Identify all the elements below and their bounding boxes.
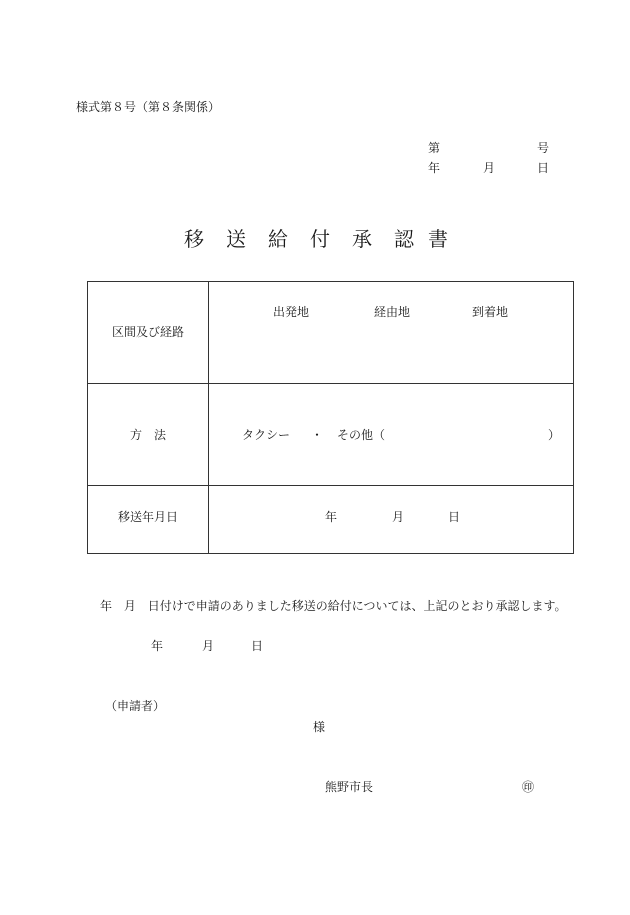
title-char: 認 <box>394 227 414 251</box>
body-text-year: 年 <box>100 599 113 613</box>
doc-number-prefix: 第 <box>428 141 441 155</box>
applicant-label: （申請者） <box>105 699 166 713</box>
title-char: 送 <box>226 227 246 251</box>
body-text <box>100 600 567 612</box>
approval-date-year: 年 <box>151 639 164 653</box>
transport-date-month: 月 <box>392 510 405 524</box>
transport-date-day: 日 <box>448 510 461 524</box>
via-header: 経由地 <box>374 305 411 319</box>
transport-date-year: 年 <box>325 510 338 524</box>
table-row-divider <box>88 383 573 384</box>
seal-mark: ㊞ <box>522 780 535 794</box>
title-char: 承 <box>352 227 372 251</box>
method-label: 方 法 <box>129 428 166 442</box>
doc-date-day: 日 <box>537 161 550 175</box>
approval-date-day: 日 <box>251 639 264 653</box>
method-other: その他（ <box>337 428 386 442</box>
approval-table <box>87 281 574 554</box>
arrival-header: 到着地 <box>472 305 509 319</box>
body-text-month: 月 <box>123 599 136 613</box>
applicant-honorific: 様 <box>313 720 326 734</box>
issuer-name: 熊野市長 <box>325 780 374 794</box>
title-char: 書 <box>428 227 448 251</box>
route-label: 区間及び経路 <box>111 325 184 339</box>
table-column-divider <box>208 282 209 553</box>
method-close-paren: ） <box>548 428 561 442</box>
doc-date-month: 月 <box>483 161 496 175</box>
title-char: 給 <box>268 227 288 251</box>
doc-number-suffix: 号 <box>537 141 550 155</box>
title-char: 移 <box>184 227 204 251</box>
form-number: 様式第８号（第８条関係） <box>76 100 221 114</box>
departure-header: 出発地 <box>273 305 310 319</box>
title-char: 付 <box>310 227 330 251</box>
transport-date-label: 移送年月日 <box>117 510 178 524</box>
body-text-rest: 日付けで申請のありました移送の給付については、上記のとおり承認します。 <box>147 599 567 613</box>
table-row-divider <box>88 485 573 486</box>
approval-date-month: 月 <box>202 639 215 653</box>
method-taxi: タクシー <box>242 428 291 442</box>
doc-date-year: 年 <box>428 161 441 175</box>
method-separator: ・ <box>311 428 324 442</box>
